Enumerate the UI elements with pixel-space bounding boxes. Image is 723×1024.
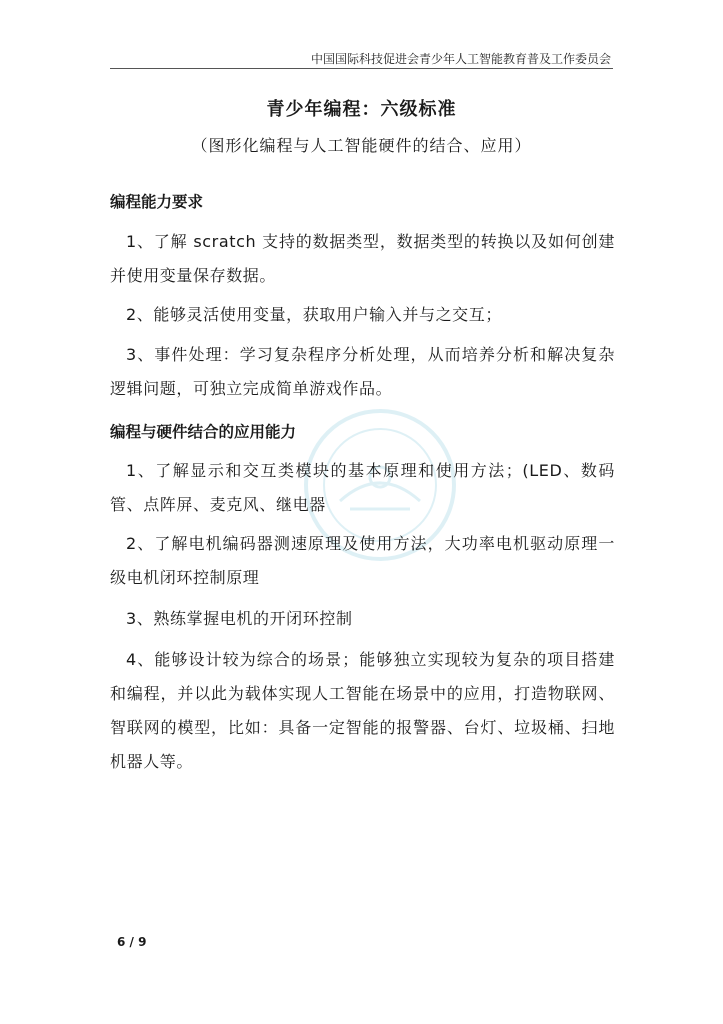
programming-item-3: 3、事件处理：学习复杂程序分析处理，从而培养分析和解决复杂逻辑问题，可独立完成简单游戏作品。 (110, 345, 615, 398)
hardware-item-1: 1、了解显示和交互类模块的基本原理和使用方法；(LED、数码管、点阵屏、麦克风、继电器 (110, 461, 615, 514)
programming-item-1: 1、了解 scratch 支持的数据类型，数据类型的转换以及如何创建并使用变量保存数据。 (110, 232, 615, 285)
header-divider (110, 68, 613, 69)
document-subtitle: （图形化编程与人工智能硬件的结合、应用） (191, 136, 532, 155)
document-title: 青少年编程：六级标准 (266, 99, 457, 120)
page-indicator: 6 / 9 (117, 935, 147, 949)
section-heading-hardware: 编程与硬件结合的应用能力 (110, 423, 297, 441)
header-organization: 中国国际科技促进会青少年人工智能教育普及工作委员会 (310, 52, 611, 66)
programming-item-2: 2、能够灵活使用变量，获取用户输入并与之交互； (126, 305, 502, 324)
hardware-item-2: 2、了解电机编码器测速原理及使用方法，大功率电机驱动原理一级电机闭环控制原理 (110, 534, 615, 587)
section-heading-programming: 编程能力要求 (110, 193, 204, 211)
hardware-item-4: 4、能够设计较为综合的场景；能够独立实现较为复杂的项目搭建和编程，并以此为载体实现人工智能在场景中的应用，打造物联网、智联网的模型，比如：具备一定智能的报警器、台灯、垃圾桶、扫地机器人等。 (110, 650, 615, 771)
hardware-item-3: 3、熟练掌握电机的开闭环控制 (126, 609, 353, 628)
